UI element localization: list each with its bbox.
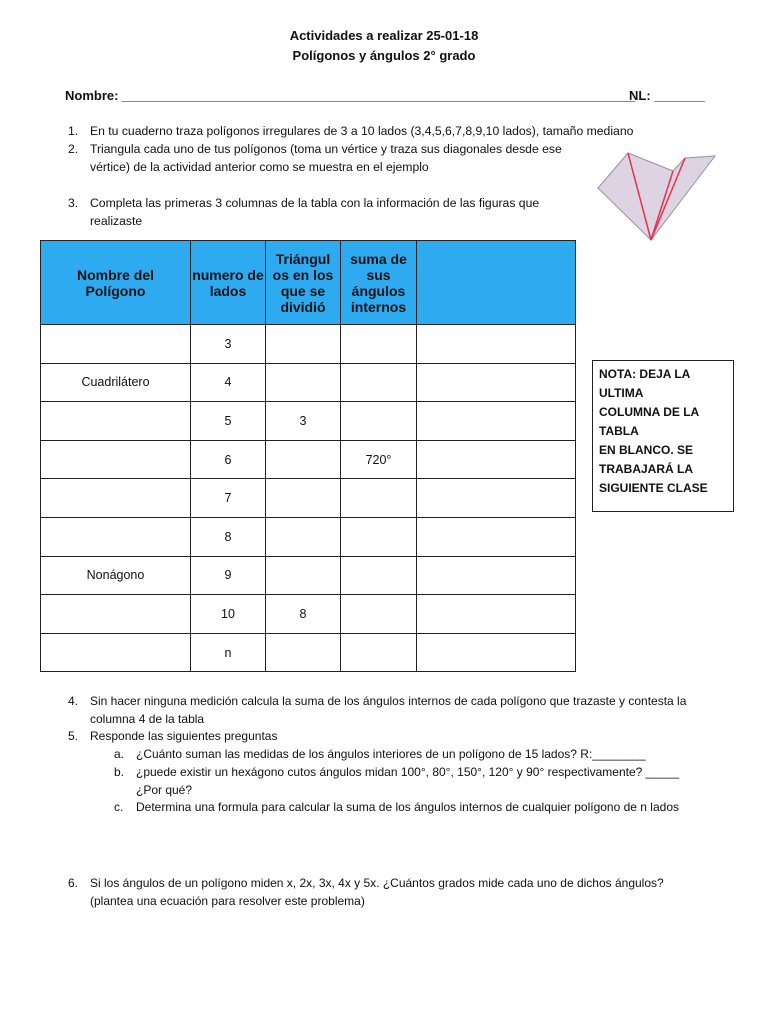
question-text-line2: ¿Por qué?: [136, 783, 193, 797]
table-header-row: [41, 241, 576, 325]
item-number: 3.: [68, 196, 79, 210]
question-5: [68, 727, 730, 745]
question-4: [68, 692, 750, 728]
table-cell[interactable]: [417, 402, 576, 441]
table-cell[interactable]: [417, 363, 576, 402]
table-cell[interactable]: [266, 440, 341, 479]
table-cell[interactable]: [417, 633, 576, 672]
table-cell[interactable]: 5: [191, 402, 266, 441]
table-cell[interactable]: n: [191, 633, 266, 672]
column-header: Triángul os en los que se dividió: [266, 241, 341, 325]
table-row: [41, 595, 576, 634]
note-box: [592, 360, 734, 512]
question-text-line1: Si los ángulos de un polígono miden x, 2x, 3x, 4x y 5x. ¿Cuántos grados mide cada uno de dichos ángulos?: [90, 876, 664, 890]
table-cell[interactable]: [341, 402, 417, 441]
question-5c: [114, 798, 756, 816]
instruction-text-line1: Completa las primeras 3 columnas de la tabla con la información de las figuras que: [90, 196, 540, 210]
question-5b: [114, 763, 746, 799]
question-5a: [114, 745, 746, 763]
table-cell[interactable]: [41, 595, 191, 634]
table-cell[interactable]: [341, 633, 417, 672]
table-cell[interactable]: [41, 479, 191, 518]
table-cell[interactable]: [266, 479, 341, 518]
table-cell[interactable]: [417, 325, 576, 364]
table-cell[interactable]: [341, 517, 417, 556]
table-cell[interactable]: 7: [191, 479, 266, 518]
item-letter: c.: [114, 800, 124, 814]
note-line: SIGUIENTE CLASE: [599, 481, 708, 495]
column-header: [417, 241, 576, 325]
table-row: [41, 402, 576, 441]
question-text: ¿Cuánto suman las medidas de los ángulos interiores de un polígono de 15 lados? R:________: [136, 747, 646, 761]
table-cell[interactable]: [417, 595, 576, 634]
item-letter: a.: [114, 747, 125, 761]
table-cell[interactable]: [417, 440, 576, 479]
polygon-table: [40, 240, 576, 672]
table-cell[interactable]: 4: [191, 363, 266, 402]
instruction-3: [68, 194, 610, 230]
instruction-text-line2: vértice) de la actividad anterior como se muestra en el ejemplo: [90, 160, 429, 174]
column-header: suma de sus ángulos internos: [341, 241, 417, 325]
table-cell[interactable]: 8: [266, 595, 341, 634]
table-cell[interactable]: 3: [191, 325, 266, 364]
table-cell[interactable]: Cuadrilátero: [41, 363, 191, 402]
table-cell[interactable]: [41, 633, 191, 672]
instruction-text: En tu cuaderno traza polígonos irregulares de 3 a 10 lados (3,4,5,6,7,8,9,10 lados), tamaño mediano: [90, 124, 634, 138]
triangulated-polygon-example: [595, 150, 720, 245]
question-text-line2: (plantea una ecuación para resolver este problema): [90, 894, 365, 908]
table-cell[interactable]: [266, 633, 341, 672]
note-line: EN BLANCO. SE: [599, 443, 694, 457]
table-row: [41, 363, 576, 402]
column-header: numero de lados: [191, 241, 266, 325]
question-text: Determina una formula para calcular la suma de los ángulos internos de cualquier polígono de n lados: [136, 800, 679, 814]
table-cell[interactable]: [41, 325, 191, 364]
table-cell[interactable]: [417, 556, 576, 595]
table-cell[interactable]: [417, 479, 576, 518]
table-cell[interactable]: 6: [191, 440, 266, 479]
table-cell[interactable]: [41, 440, 191, 479]
table-cell[interactable]: [341, 479, 417, 518]
item-number: 2.: [68, 142, 79, 156]
item-number: 5.: [68, 729, 79, 743]
item-letter: b.: [114, 765, 125, 779]
table-cell[interactable]: [266, 325, 341, 364]
table-row: [41, 517, 576, 556]
table-cell[interactable]: [266, 517, 341, 556]
item-number: 1.: [68, 124, 79, 138]
question-text-line2: columna 4 de la tabla: [90, 712, 205, 726]
table-cell[interactable]: [341, 363, 417, 402]
question-text-line1: ¿puede existir un hexágono cutos ángulos midan 100°, 80°, 150°, 120° y 90° respectivamente? _____: [136, 765, 680, 779]
table-cell[interactable]: [41, 517, 191, 556]
nl-field-line: NL: _______: [629, 88, 705, 103]
column-header: Nombre del Polígono: [41, 241, 191, 325]
table-cell[interactable]: 3: [266, 402, 341, 441]
table-cell[interactable]: [266, 363, 341, 402]
instruction-text-line2: realizaste: [90, 214, 143, 228]
table-cell[interactable]: 9: [191, 556, 266, 595]
item-number: 4.: [68, 694, 79, 708]
table-cell[interactable]: [341, 556, 417, 595]
table-row: [41, 633, 576, 672]
document-subtitle: Polígonos y ángulos 2° grado: [292, 48, 476, 63]
instruction-2: [68, 140, 610, 176]
name-field-line: Nombre: _______________________________________________________________________: [65, 88, 636, 103]
table-row: [41, 440, 576, 479]
instruction-text-line1: Triangula cada uno de tus polígonos (toma un vértice y traza sus diagonales desde ese: [90, 142, 562, 156]
table-cell[interactable]: [417, 517, 576, 556]
document-title: Actividades a realizar 25-01-18: [289, 28, 479, 43]
table-row: [41, 479, 576, 518]
table-cell[interactable]: [266, 556, 341, 595]
instruction-1: [68, 122, 730, 140]
note-line: NOTA: DEJA LA ULTIMA: [599, 367, 690, 400]
question-text-line1: Sin hacer ninguna medición calcula la suma de los ángulos internos de cada polígono que trazaste y contesta la: [90, 694, 687, 708]
note-line: COLUMNA DE LA TABLA: [599, 405, 699, 438]
question-text: Responde las siguientes preguntas: [90, 729, 278, 743]
table-row: [41, 325, 576, 364]
table-cell[interactable]: Nonágono: [41, 556, 191, 595]
table-cell[interactable]: [341, 325, 417, 364]
item-number: 6.: [68, 876, 79, 890]
table-cell[interactable]: 10: [191, 595, 266, 634]
note-line: TRABAJARÁ LA: [599, 462, 693, 476]
table-cell[interactable]: [341, 595, 417, 634]
question-6: [68, 874, 730, 910]
table-cell[interactable]: 720°: [341, 440, 417, 479]
table-cell[interactable]: [41, 402, 191, 441]
table-row: [41, 556, 576, 595]
table-cell[interactable]: 8: [191, 517, 266, 556]
